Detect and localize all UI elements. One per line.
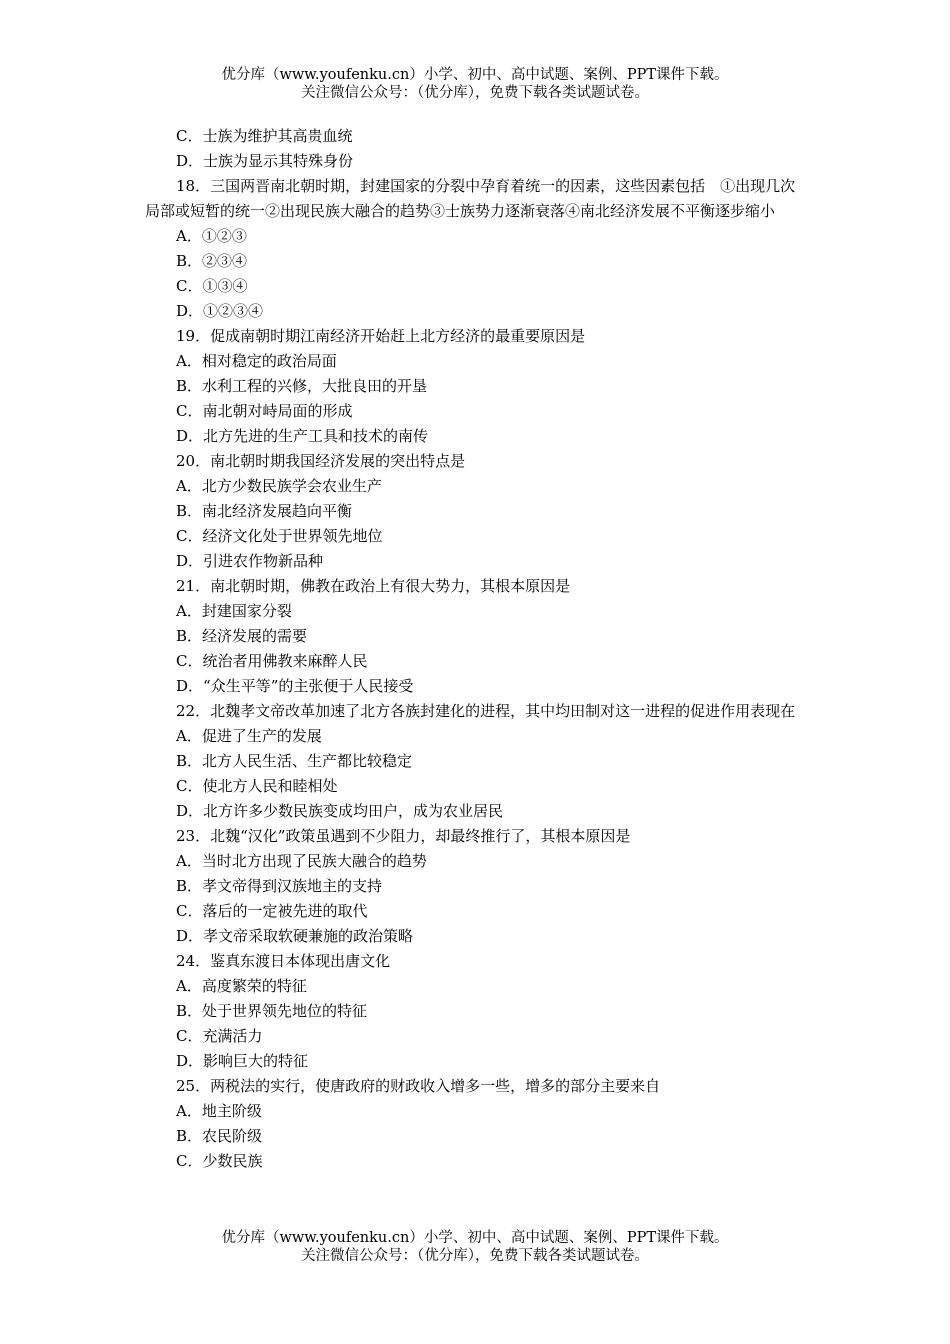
answer-option: B．处于世界领先地位的特征 <box>176 1002 368 1020</box>
answer-option: D．①②③④ <box>176 302 264 320</box>
question-stem: 21．南北朝时期，佛教在政治上有很大势力，其根本原因是 <box>176 577 571 595</box>
question-stem: 23．北魏“汉化”政策虽遇到不少阻力，却最终推行了，其根本原因是 <box>176 827 631 845</box>
header-line-2: 关注微信公众号：（优分库），免费下载各类试题试卷。 <box>301 85 649 101</box>
answer-option: D．北方先进的生产工具和技术的南传 <box>176 427 429 445</box>
answer-option: C．使北方人民和睦相处 <box>176 777 338 795</box>
page-header <box>0 66 950 102</box>
answer-option: C．充满活力 <box>176 1027 263 1045</box>
answer-option: D．影响巨大的特征 <box>176 1052 309 1070</box>
answer-option: B．经济发展的需要 <box>176 627 308 645</box>
question-stem: 24．鉴真东渡日本体现出唐文化 <box>176 952 391 970</box>
answer-option: C．经济文化处于世界领先地位 <box>176 527 383 545</box>
answer-option: A．当时北方出现了民族大融合的趋势 <box>176 852 427 870</box>
answer-option: A．高度繁荣的特征 <box>176 977 307 995</box>
answer-option: D．北方许多少数民族变成均田户，成为农业居民 <box>176 802 504 820</box>
answer-option: B．水利工程的兴修，大批良田的开垦 <box>176 377 428 395</box>
footer-line-1: 优分库（www.youfenku.cn）小学、初中、高中试题、案例、PPT课件下载。 <box>221 1230 729 1246</box>
answer-option: D．孝文帝采取软硬兼施的政治策略 <box>176 927 414 945</box>
answer-option: A．地主阶级 <box>176 1102 262 1120</box>
answer-option: C．落后的一定被先进的取代 <box>176 902 368 920</box>
answer-option: B．农民阶级 <box>176 1127 263 1145</box>
answer-option: A．封建国家分裂 <box>176 602 292 620</box>
footer-line-2: 关注微信公众号：（优分库），免费下载各类试题试卷。 <box>301 1248 649 1264</box>
page-footer <box>0 1229 950 1265</box>
question-content <box>145 124 810 1174</box>
answer-option: B．南北经济发展趋向平衡 <box>176 502 353 520</box>
answer-option: A．促进了生产的发展 <box>176 727 322 745</box>
answer-option: A．①②③ <box>176 227 247 245</box>
answer-option: C．少数民族 <box>176 1152 263 1170</box>
answer-option: C．士族为维护其高贵血统 <box>176 127 353 145</box>
answer-option: A．北方少数民族学会农业生产 <box>176 477 382 495</box>
question-stem: 20．南北朝时期我国经济发展的突出特点是 <box>176 452 466 470</box>
question-stem: 19．促成南朝时期江南经济开始赶上北方经济的最重要原因是 <box>176 327 586 345</box>
answer-option: C．统治者用佛教来麻醉人民 <box>176 652 368 670</box>
answer-option: A．相对稳定的政治局面 <box>176 352 337 370</box>
question-stem: 25．两税法的实行，使唐政府的财政收入增多一些，增多的部分主要来自 <box>176 1077 661 1095</box>
answer-option: D．引进农作物新品种 <box>176 552 324 570</box>
question-stem: 22．北魏孝文帝改革加速了北方各族封建化的进程，其中均田制对这一进程的促进作用表现在 <box>176 702 796 720</box>
question-stem: 18．三国两晋南北朝时期，封建国家的分裂中孕育着统一的因素，这些因素包括 ①出现几次局部或短暂的统一②出现民族大融合的趋势③士族势力逐渐衰落④南北经济发展不平衡逐步缩小 <box>145 177 796 220</box>
answer-option: C．①③④ <box>176 277 248 295</box>
answer-option: C．南北朝对峙局面的形成 <box>176 402 353 420</box>
answer-option: B．②③④ <box>176 252 248 270</box>
answer-option: D．“众生平等”的主张便于人民接受 <box>176 677 414 695</box>
answer-option: D．士族为显示其特殊身份 <box>176 152 354 170</box>
answer-option: B．孝文帝得到汉族地主的支持 <box>176 877 383 895</box>
answer-option: B．北方人民生活、生产都比较稳定 <box>176 752 413 770</box>
header-line-1: 优分库（www.youfenku.cn）小学、初中、高中试题、案例、PPT课件下载。 <box>221 67 729 83</box>
